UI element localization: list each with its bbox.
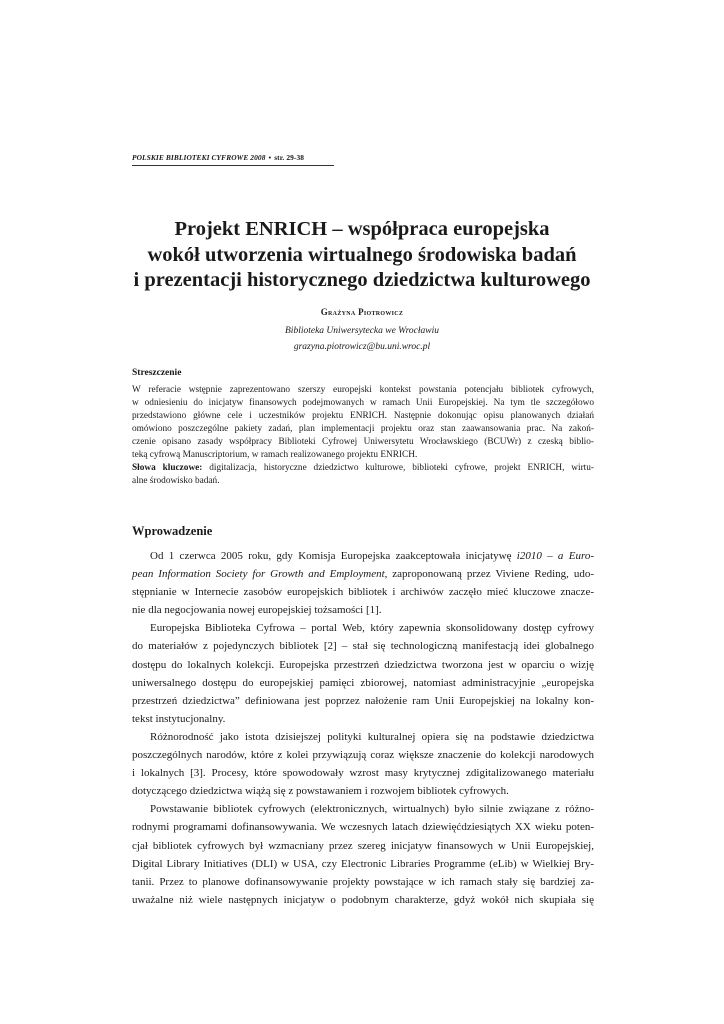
author-email: grazyna.piotrowicz@bu.uni.wroc.pl xyxy=(293,342,431,352)
paragraph-line: dostępu do lokalnych kolekcji. Europejska przestrzeń dziedzictwa tworzona jest w oparciu o wizję xyxy=(132,658,594,671)
body-text xyxy=(132,547,594,909)
author-affiliation-block xyxy=(132,323,592,355)
paragraph-text: Od 1 czerwca 2005 roku, gdy Komisja Europejska zaakceptowała inicjatywę xyxy=(150,550,517,562)
title-line: wokół utworzenia wirtualnego środowiska badań xyxy=(147,243,577,266)
abstract-heading: Streszczenie xyxy=(132,368,182,378)
paragraph-line: tekst instytucjonalny. xyxy=(132,712,226,725)
paragraph-text: , zaproponowaną przez Viviene Reding, udo- xyxy=(384,568,594,581)
paragraph-line: tanii. Przez to planowe dofinansowywanie projekty powstające w ich ramach stały się bardziej za- xyxy=(132,875,594,888)
paragraph-line: Digital Library Initiatives (DLI) w USA, czy Electronic Libraries Programme (eLib) w Wielkiej Bry- xyxy=(132,857,594,870)
keywords-text: digitalizacja, historyczne dziedzictwo kulturowe, biblioteki cyfrowe, projekt ENRICH, wirtu- xyxy=(202,463,594,474)
paragraph-line: uważalne niż wiele następnych inicjatyw o podobnym charakterze, gdyż wokół nich skupiała się xyxy=(132,893,594,906)
section-heading: Wprowadzenie xyxy=(132,524,213,538)
initiative-title: i2010 – a Euro- xyxy=(516,550,594,562)
paragraph-line xyxy=(132,565,594,583)
paragraph-line: rodnymi programami dofinansowywania. We wczesnych latach dziewięćdziesiątych XX wieku poten- xyxy=(132,821,594,834)
paragraph-line: Europejska Biblioteka Cyfrowa – portal Web, który zapewnia skonsolidowany dostęp cyfrowy xyxy=(150,622,594,635)
paragraph-line: dotyczącego dziedzictwa wiążą się z powstawaniem i rozwojem bibliotek cyfrowych. xyxy=(132,785,509,798)
paragraph-line: nie dla negocjowania nowej europejskiej tożsamości [1]. xyxy=(132,604,382,617)
keywords-label: Słowa kluczowe: xyxy=(132,463,203,474)
author-affiliation: Biblioteka Uniwersytecka we Wrocławiu xyxy=(285,326,439,336)
abstract-line: W referacie wstępnie zaprezentowano szerszy europejski kontekst powstania potencjału bibliotek cyfrowych, xyxy=(132,385,594,395)
paragraph-line: i lokalnych [3]. Procesy, które spowodowały wzrost masy krytycznej zdigitalizowanego materiału xyxy=(132,767,594,780)
paragraph-line: Powstawanie bibliotek cyfrowych (elektronicznych, wirtualnych) było silnie związane z różno- xyxy=(150,803,594,816)
journal-name: POLSKIE BIBLIOTEKI CYFROWE 2008 xyxy=(132,153,266,162)
paragraph-line xyxy=(132,547,594,565)
keywords-line: alne środowisko badań. xyxy=(132,476,220,487)
running-head-separator: • xyxy=(268,153,272,162)
keywords-line xyxy=(132,462,594,475)
article-title xyxy=(100,217,624,294)
abstract-line: czenie opisano zasady współpracy Biblioteki Cyfrowej Uniwersytetu Wrocławskiego (BCUWr) z czeską biblio- xyxy=(132,437,594,448)
paragraph-line: stępnianie w Internecie zasobów europejskich bibliotek i archiwów zaczęło mieć kluczowe znacze- xyxy=(132,586,594,599)
title-line: i prezentacji historycznego dziedzictwa kulturowego xyxy=(133,269,591,291)
initiative-title: pean Information Society for Growth and Employment xyxy=(132,568,385,581)
abstract-text xyxy=(132,384,594,488)
running-head xyxy=(132,153,334,166)
paragraph-line: do materiałów z pojedynczych bibliotek [2] – stał się technologiczną manifestacją idei globalnego xyxy=(132,640,594,653)
paragraph-line: cjał bibliotek cyfrowych był wzmacniany przez szereg inicjatyw finansowych w Unii Europejskiej, xyxy=(132,839,594,852)
paragraph-line: Różnorodność jako istota dzisiejszej polityki kulturalnej opiera się na podstawie dziedzictwa xyxy=(150,730,594,743)
paragraph-line: poszczególnych narodów, które z kolei przywiązują coraz większe znaczenie do kolekcji narodowych xyxy=(132,749,594,762)
paragraph-line: uniwersalnego dostępu do europejskiej pamięci zbiorowej, natomiast administracyjnie „europejska xyxy=(132,676,594,689)
abstract-line: omówiono poszczególne pakiety zadań, plan implementacji projektu oraz stan zaawansowania prac. Na zakoń- xyxy=(132,424,594,435)
abstract-line: teką cyfrową Manuscriptorium, w ramach realizowanego projektu ENRICH. xyxy=(132,450,418,461)
abstract-line: w odniesieniu do inicjatyw finansowych podejmowanych w ramach Unii Europejskiej. Na tym tle szczegółowo xyxy=(132,398,594,409)
page-range: str. 29-38 xyxy=(274,153,305,162)
paragraph-line: przestrzeń dziedzictwa” definiowana jest poprzez nałożenie ram Unii Europejskiej na lokalny kon- xyxy=(132,694,594,707)
author-name: Grażyna Piotrowicz xyxy=(320,307,404,317)
abstract-line: przedstawiono główne cele i uczestników projektu ENRICH. Następnie dokonując opisu planowanych działań xyxy=(132,411,594,422)
title-line: Projekt ENRICH – współpraca europejska xyxy=(174,218,550,240)
